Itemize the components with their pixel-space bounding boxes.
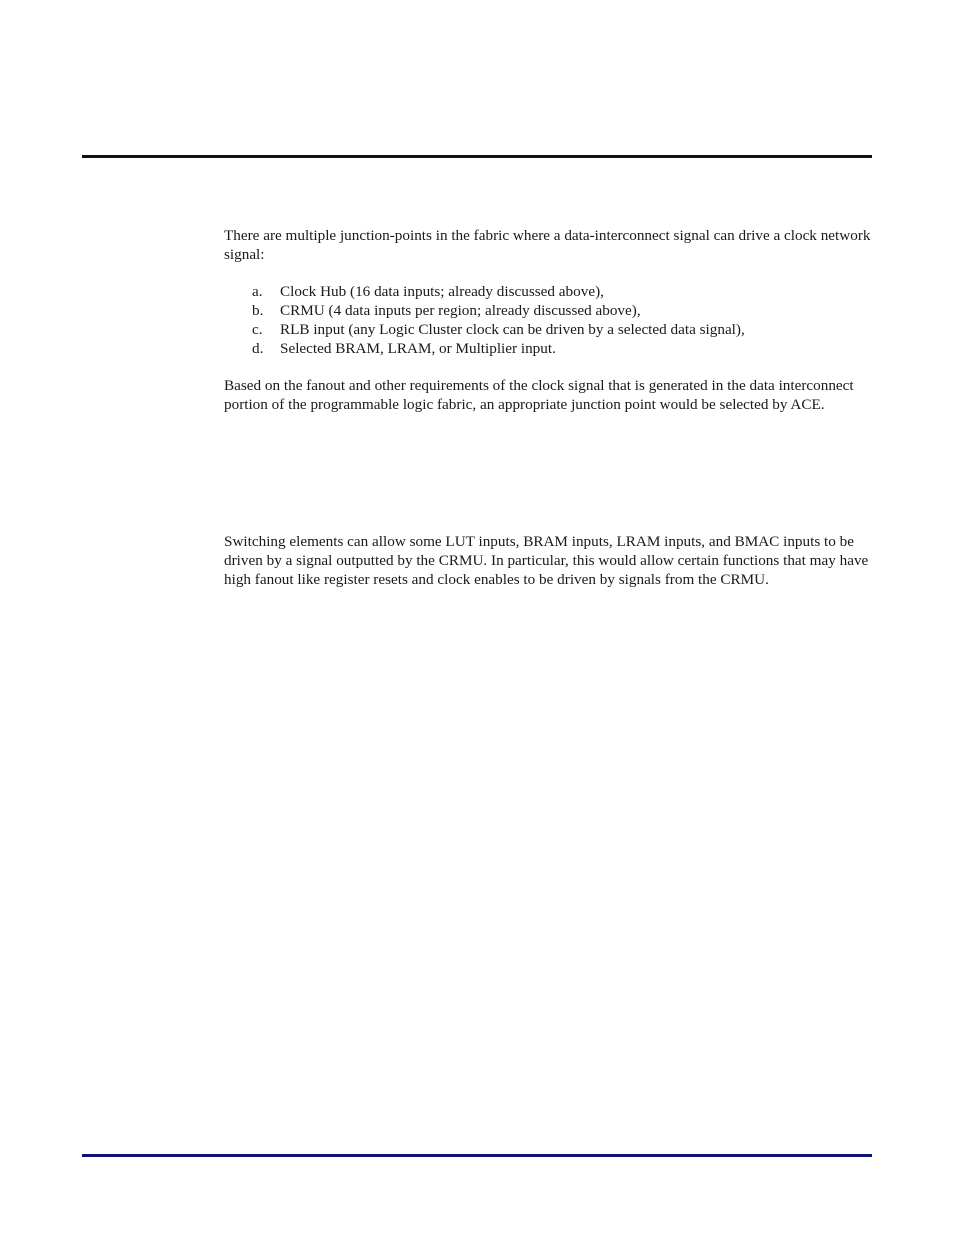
list-marker: b. — [252, 302, 264, 319]
junction-points-list — [224, 282, 874, 358]
list-item — [224, 339, 874, 358]
list-marker: c. — [252, 321, 263, 338]
list-marker: d. — [252, 340, 264, 357]
switching-paragraph: Switching elements can allow some LUT inputs, BRAM inputs, LRAM inputs, and BMAC inputs to be driven by a signal outputted by the CRMU. In particular, this would allow certain functions that may have high fanout like register resets and clock enables to be driven by signals from the CRMU. — [224, 533, 869, 588]
list-marker: a. — [252, 283, 263, 300]
intro-paragraph: There are multiple junction-points in the fabric where a data-interconnect signal can drive a clock network signal: — [224, 227, 871, 263]
list-item — [224, 301, 874, 320]
list-item-text: Selected BRAM, LRAM, or Multiplier input. — [280, 340, 556, 357]
header-rule — [82, 155, 872, 158]
list-item-text: CRMU (4 data inputs per region; already discussed above), — [280, 302, 641, 319]
list-item — [224, 320, 874, 339]
list-item-text: Clock Hub (16 data inputs; already discussed above), — [280, 283, 604, 300]
document-body — [224, 226, 874, 414]
switching-section — [224, 532, 874, 589]
footer-rule — [82, 1154, 872, 1157]
fanout-paragraph: Based on the fanout and other requirements of the clock signal that is generated in the data interconnect portion of the programmable logic fabric, an appropriate junction point would be selected by ACE. — [224, 377, 854, 413]
list-item-text: RLB input (any Logic Cluster clock can be driven by a selected data signal), — [280, 321, 745, 338]
list-item — [224, 282, 874, 301]
